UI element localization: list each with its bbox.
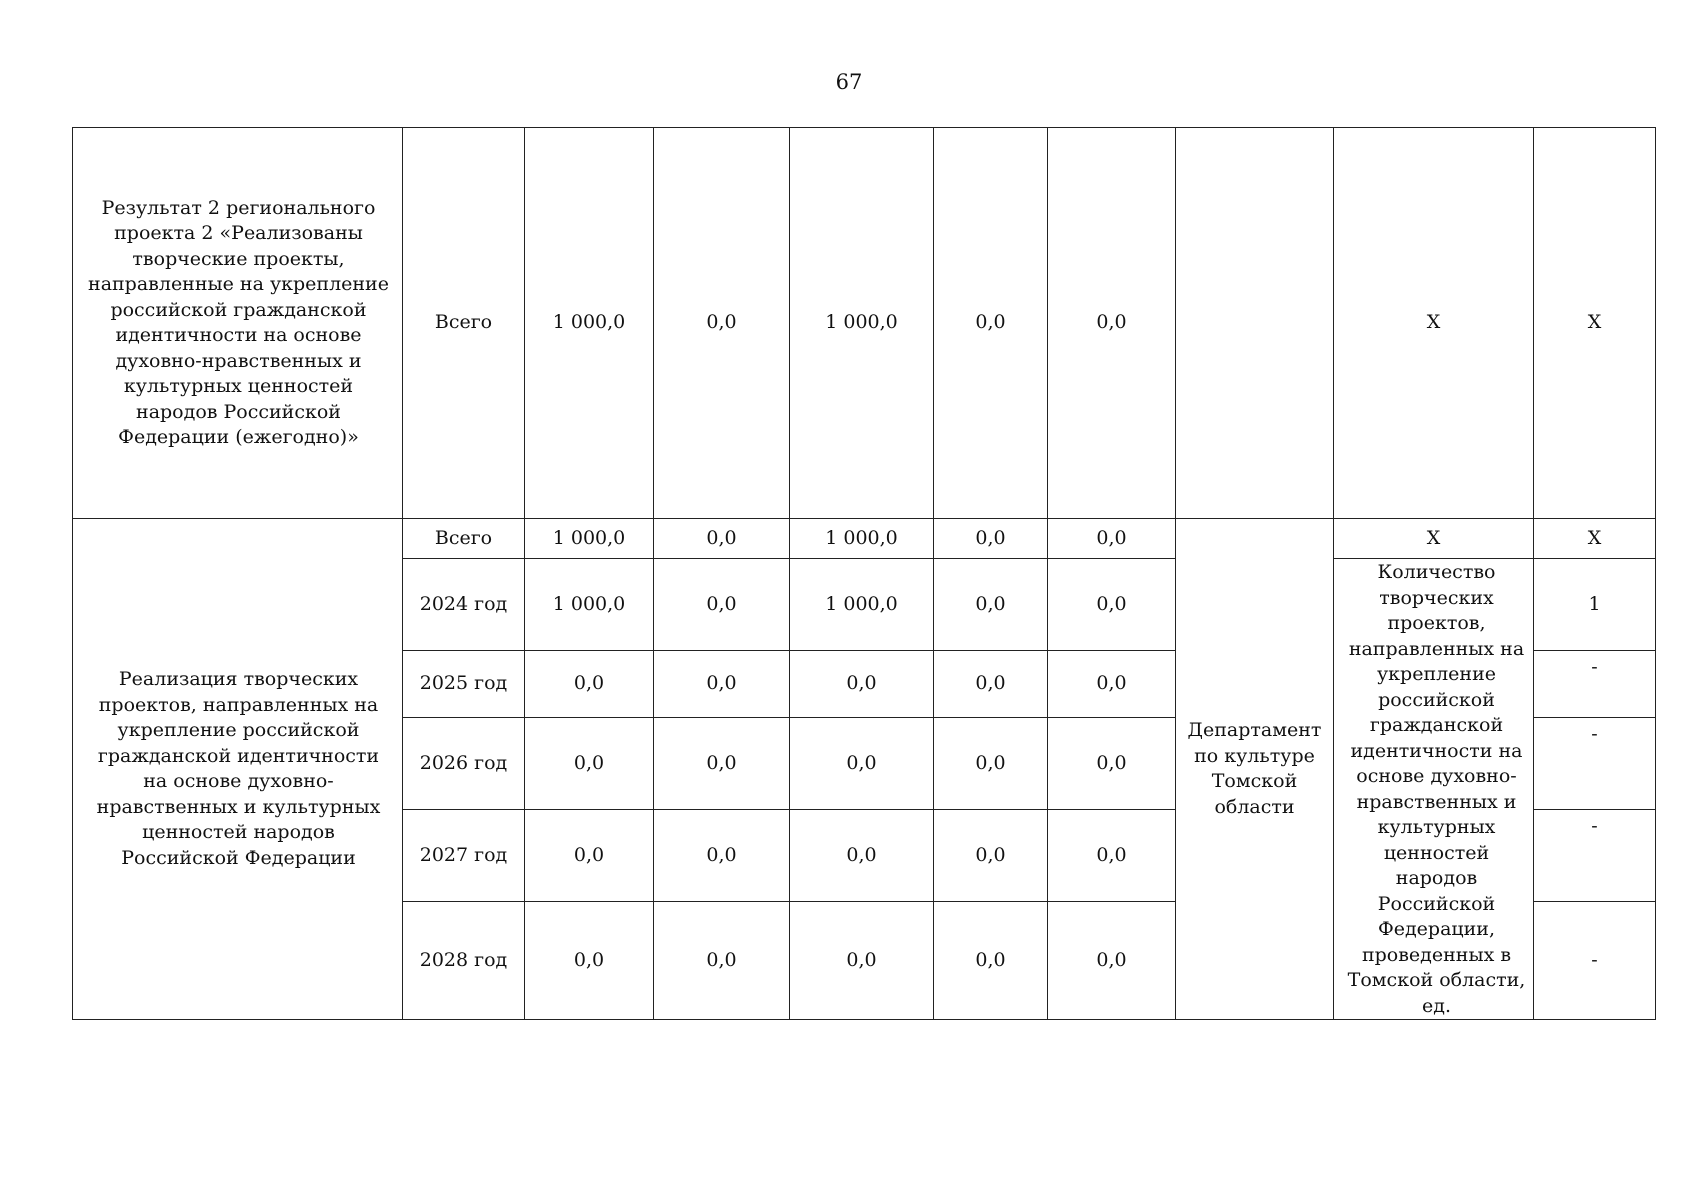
- year-indicator-value: -: [1534, 718, 1656, 810]
- year-value: 0,0: [1048, 559, 1176, 651]
- activity-total-indicator-value: Х: [1534, 519, 1656, 559]
- year-indicator-value: -: [1534, 651, 1656, 718]
- result-value-local: 0,0: [934, 128, 1048, 519]
- year-period: 2028 год: [403, 902, 525, 1020]
- year-value: 0,0: [654, 559, 790, 651]
- result-value-total: 1 000,0: [525, 128, 654, 519]
- activity-total-row: [73, 519, 1656, 559]
- year-value: 0,0: [525, 651, 654, 718]
- result-name: Результат 2 регионального проекта 2 «Реализованы творческие проекты, направленные на укрепление российской гражданской идентичности на основе духовно-нравственных и культурных ценностей народов Российской Федерации (ежегодно)»: [73, 128, 403, 519]
- year-value: 0,0: [934, 810, 1048, 902]
- result-executor: [1176, 128, 1334, 519]
- year-value: 1 000,0: [525, 559, 654, 651]
- year-value: 0,0: [790, 810, 934, 902]
- year-value: 0,0: [1048, 902, 1176, 1020]
- activity-indicator: Количество творческих проектов, направленных на укрепление российской гражданской идентичности на основе духовно-нравственных и культурных ценностей народов Российской Федерации, проведенных в Томской области, ед.: [1334, 559, 1534, 1020]
- result-value-regional: 1 000,0: [790, 128, 934, 519]
- year-value: 0,0: [1048, 651, 1176, 718]
- year-value: 0,0: [525, 902, 654, 1020]
- year-value: 0,0: [1048, 718, 1176, 810]
- result-indicator: Х: [1334, 128, 1534, 519]
- year-indicator-value: -: [1534, 810, 1656, 902]
- year-value: 0,0: [1048, 810, 1176, 902]
- activity-total-value: 0,0: [934, 519, 1048, 559]
- year-period: 2026 год: [403, 718, 525, 810]
- activity-total-value: 0,0: [654, 519, 790, 559]
- year-value: 0,0: [525, 718, 654, 810]
- year-value: 0,0: [654, 718, 790, 810]
- result-indicator-value: Х: [1534, 128, 1656, 519]
- activity-total-value: 1 000,0: [790, 519, 934, 559]
- year-value: 0,0: [934, 559, 1048, 651]
- year-value: 0,0: [934, 718, 1048, 810]
- activity-executor: Департамент по культуре Томской области: [1176, 519, 1334, 1020]
- year-period: 2025 год: [403, 651, 525, 718]
- page-number: 67: [835, 70, 863, 94]
- result-period: Всего: [403, 128, 525, 519]
- activity-name: Реализация творческих проектов, направленных на укрепление российской гражданской идентичности на основе духовно-нравственных и культурных ценностей народов Российской Федерации: [73, 519, 403, 1020]
- year-indicator-value: -: [1534, 902, 1656, 1020]
- year-value: 0,0: [934, 651, 1048, 718]
- year-value: 0,0: [654, 810, 790, 902]
- year-value: 0,0: [934, 902, 1048, 1020]
- result-row: [73, 128, 1656, 519]
- activity-total-value: 0,0: [1048, 519, 1176, 559]
- year-value: 0,0: [790, 718, 934, 810]
- result-value-other: 0,0: [1048, 128, 1176, 519]
- year-period: 2027 год: [403, 810, 525, 902]
- activity-total-indicator: Х: [1334, 519, 1534, 559]
- year-value: 0,0: [525, 810, 654, 902]
- result-value-federal: 0,0: [654, 128, 790, 519]
- year-value: 0,0: [790, 902, 934, 1020]
- year-value: 1 000,0: [790, 559, 934, 651]
- year-period: 2024 год: [403, 559, 525, 651]
- budget-table: [72, 127, 1656, 1020]
- year-value: 0,0: [654, 902, 790, 1020]
- activity-total-period: Всего: [403, 519, 525, 559]
- year-indicator-value: 1: [1534, 559, 1656, 651]
- year-value: 0,0: [790, 651, 934, 718]
- activity-total-value: 1 000,0: [525, 519, 654, 559]
- year-value: 0,0: [654, 651, 790, 718]
